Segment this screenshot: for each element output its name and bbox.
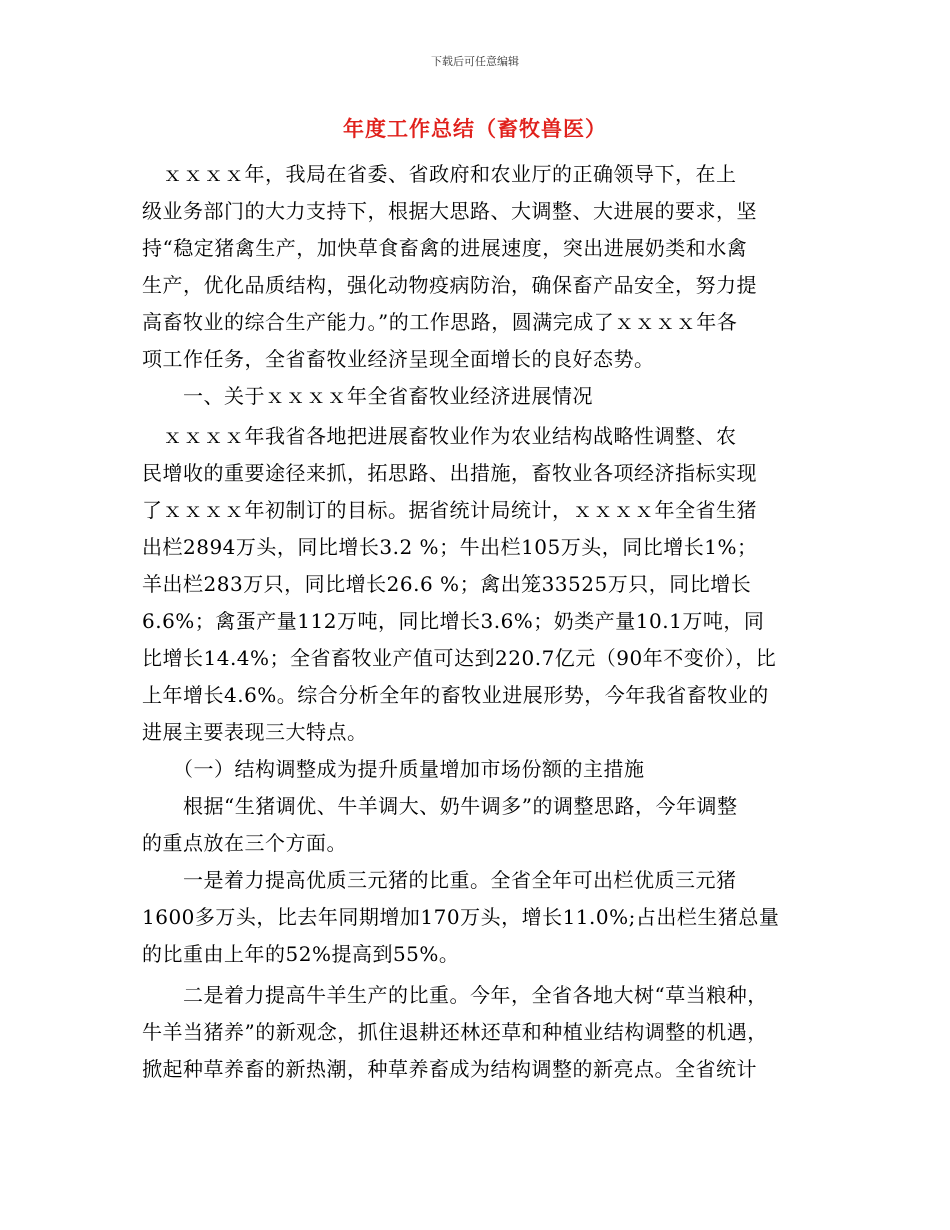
body-line: 民增收的重要途径来抓，拓思路、出措施，畜牧业各项经济指标实现 [142,461,757,485]
header-note: 下载后可任意编辑 [431,55,519,68]
body-line: 1600多万头，比去年同期增加170万头，增长11.0%;占出栏生猪总量 [142,905,780,929]
body-line: 高畜牧业的综合生产能力。”的工作思路，圆满完成了ｘｘｘｘ年各 [142,310,738,334]
body-line: 了ｘｘｘｘ年初制订的目标。据省统计局统计，ｘｘｘｘ年全省生猪 [142,498,757,522]
section-heading: 一、关于ｘｘｘｘ年全省畜牧业经济进展情况 [142,384,593,408]
body-line: 掀起种草养畜的新热潮，种草养畜成为结构调整的新亮点。全省统计 [142,1057,757,1081]
body-line: 级业务部门的大力支持下，根据大思路、大调整、大进展的要求，坚 [142,199,757,223]
body-line: 比增长14.4%；全省畜牧业产值可达到220.7亿元（90年不变价），比 [142,646,777,670]
body-line: 项工作任务，全省畜牧业经济呈现全面增长的良好态势。 [142,347,655,371]
body-line: 的重点放在三个方面。 [142,831,347,855]
body-line: 持“稳定猪禽生产，加快草食畜禽的进展速度，突出进展奶类和水禽 [142,236,748,260]
body-line: 二是着力提高牛羊生产的比重。今年，全省各地大树“草当粮种， [142,983,768,1007]
document-title: 年度工作总结（畜牧兽医） [343,117,607,141]
body-line: 根据“生猪调优、牛羊调大、奶牛调多”的调整思路，今年调整 [142,794,738,818]
body-line: ｘｘｘｘ年我省各地把进展畜牧业作为农业结构战略性调整、农 [142,424,737,448]
body-line: 进展主要表现三大特点。 [142,720,368,744]
body-line: 的比重由上年的52%提高到55%。 [142,942,460,966]
body-line: 牛羊当猪养”的新观念，抓住退耕还林还草和种植业结构调整的机遇， [142,1020,768,1044]
body-line: 一是着力提高优质三元猪的比重。全省全年可出栏优质三元猪 [142,868,737,892]
subsection-heading: （一）结构调整成为提升质量增加市场份额的主措施 [142,757,645,781]
body-line: 6.6%；禽蛋产量112万吨，同比增长3.6%；奶类产量10.1万吨，同 [142,609,765,633]
body-line: ｘｘｘｘ年，我局在省委、省政府和农业厅的正确领导下，在上 [142,162,737,186]
body-line: 生产，优化品质结构，强化动物疫病防治，确保畜产品安全，努力提 [142,273,757,297]
body-line: 出栏2894万头，同比增长3.2 %；牛出栏105万头，同比增长1%； [142,535,758,559]
body-line: 羊出栏283万只，同比增长26.6 %；禽出笼33525万只，同比增长 [142,572,752,596]
body-line: 上年增长4.6%。综合分析全年的畜牧业进展形势，今年我省畜牧业的 [142,683,769,707]
